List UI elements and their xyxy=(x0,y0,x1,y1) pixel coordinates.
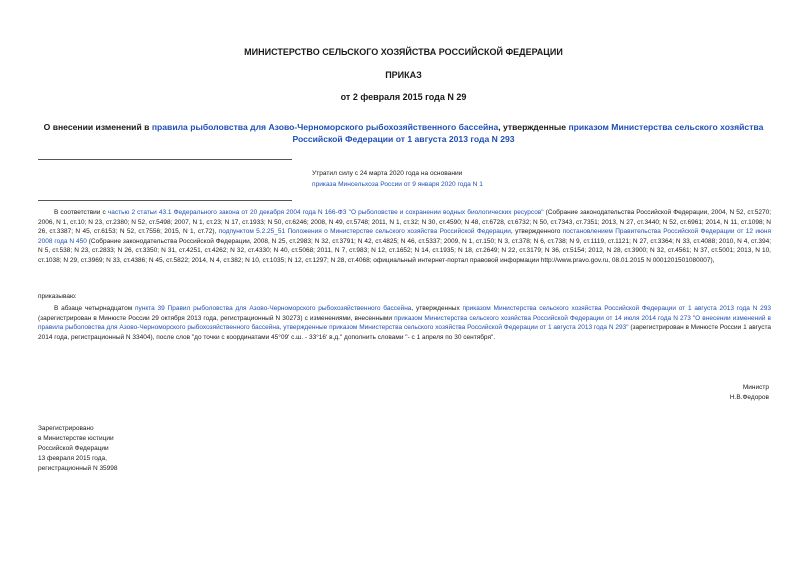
registration-line-5: регистрационный N 35998 xyxy=(38,465,118,472)
registration-line-2: в Министерстве юстиции xyxy=(38,435,114,442)
basis-link-resolution-450[interactable]: постановлением Правительства Российской Федерации от 12 июня 2008 года N 450 xyxy=(38,228,772,245)
lost-force-link[interactable]: приказа Минсельхоза России от 9 января 2020 года N 1 xyxy=(312,181,483,188)
order-text-3: (зарегистрирован в Минюсте России 29 октября 2013 года, регистрационный N 30273) с изменениями, внесенными xyxy=(38,314,395,322)
order-text-4: (зарегистрирован в Минюсте России 1 августа 2014 года, регистрационный N 33404), после слов "до точки с координатами 45°09' с.ш. - 33°16' в.д." дополнить словами "- с 1 апреля по 30 сентября". xyxy=(38,324,771,341)
order-text-2: , утвержденных xyxy=(411,305,463,312)
basis-text-3: , утвержденного xyxy=(510,228,563,236)
title-link-rules[interactable]: правила рыболовства для Азово-Черноморского рыбохозяйственного бассейна xyxy=(151,122,499,132)
order-text-1: В абзаце четырнадцатом xyxy=(54,305,135,312)
basis-paragraph xyxy=(38,208,771,266)
signature-block xyxy=(730,383,769,403)
ministry-heading: МИНИСТЕРСТВО СЕЛЬСКОГО ХОЗЯЙСТВА РОССИЙСКОЙ ФЕДЕРАЦИИ xyxy=(244,47,563,57)
order-link-order-273[interactable]: приказом Министерства сельского хозяйства Российской Федерации от 14 июля 2014 года N 273 "О внесении изменений в правила рыболовства для Азово-Черноморского рыбохозяйственного бассейна, утвержденные приказом Министерства сельского хозяйства Российской Федерации от 1 августа 2013 года N 293" xyxy=(38,314,772,332)
registration-line-1: Зарегистрировано xyxy=(38,425,94,432)
title-text-1: О внесении изменений в xyxy=(43,122,152,132)
basis-text-2: (Собрание законодательства Российской Федерации, 2004, N 52, ст.5270; 2006, N 1, ст.10; N 23, ст.2380; N 52, ст.5498; 2007, N 1, ст.23; N 17, ст.1933; N 50, ст.6246; 2008, N 49, ст.5748; 2011, N 1, ст.32; N 30, ст.4590; N 48, ст.6728, ст.6732; N 50, ст.7343, ст.7351; 2013, N 27, ст.3440; N 52, ст.6961; 2014, N 11, ст.1098; N 26, ст.3387; N 45, ст.6153; N 52, ст.7556; 2015, N 1, ст.72), xyxy=(38,209,771,236)
doc-type-heading: ПРИКАЗ xyxy=(385,70,422,80)
order-paragraph xyxy=(38,304,771,342)
registration-block xyxy=(38,424,118,474)
separator-line xyxy=(38,159,292,160)
title-link-order-293[interactable]: приказом Министерства сельского хозяйства Российской Федерации от 1 августа 2013 года N 293 xyxy=(292,122,764,144)
order-link-order-293[interactable]: приказом Министерства сельского хозяйства Российской Федерации от 1 августа 2013 года N 293 xyxy=(462,305,771,312)
document-title xyxy=(36,121,771,145)
registration-line-4: 13 февраля 2015 года, xyxy=(38,455,107,462)
order-word: приказываю: xyxy=(38,293,77,300)
separator-line xyxy=(38,200,292,201)
basis-link-subparagraph[interactable]: подпунктом 5.2.25_51 Положения о Министерстве сельского хозяйства Российской Федерации xyxy=(218,228,511,236)
basis-text-1: В соответствии с xyxy=(54,209,108,216)
lost-force-text: Утратил силу с 24 марта 2020 года на основании xyxy=(312,170,463,177)
date-number-heading: от 2 февраля 2015 года N 29 xyxy=(340,92,467,102)
basis-link-law-166[interactable]: частью 2 статьи 43.1 Федерального закона от 20 декабря 2004 года N 166-ФЗ "О рыболовстве и сохранении водных биологических ресурсов" xyxy=(107,209,544,216)
signature-name: Н.В.Федоров xyxy=(729,394,769,401)
lost-force-note xyxy=(312,168,602,190)
registration-line-3: Российской Федерации xyxy=(38,445,109,452)
signature-position: Министр xyxy=(742,384,769,391)
title-text-2: , утвержденные xyxy=(498,122,569,132)
order-link-item-39[interactable]: пункта 39 Правил рыболовства для Азово-Черноморского рыбохозяйственного бассейна xyxy=(134,305,412,312)
basis-text-4: (Собрание законодательства Российской Федерации, 2008, N 25, ст.2983; N 32, ст.3791; N 42, ст.4825; N 46, ст.5337; 2009, N 1, ст.150; N 3, ст.378; N 6, ст.738; N 9, ст.1119, ст.1121; N 27, ст.3364; N 33, ст.4088; 2010, N 4, ст.394; N 5, ст.538; N 23, ст.2833; N 26, ст.3350; N 31, ст.4251, ст.4262; N 32, ст.4330; N 40, ст.5068; 2011, N 7, ст.983; N 12, ст.1652; N 14, ст.1935; N 18, ст.2649; N 22, ст.3179; N 36, ст.5154; 2012, N 28, ст.3900; N 32, ст.4561; N 37, ст.5001; 2013, N 10, ст.1038; N 29, ст.3969; N 33, ст.4386; N 45, ст.5822; 2014, N 4, ст.382; N 10, ст.1035; N 12, ст.1297; N 28, ст.4068; официальный интернет-портал правовой информации http://www.pravo.gov.ru, 08.01.2015 N 0001201501080007), xyxy=(38,237,771,264)
